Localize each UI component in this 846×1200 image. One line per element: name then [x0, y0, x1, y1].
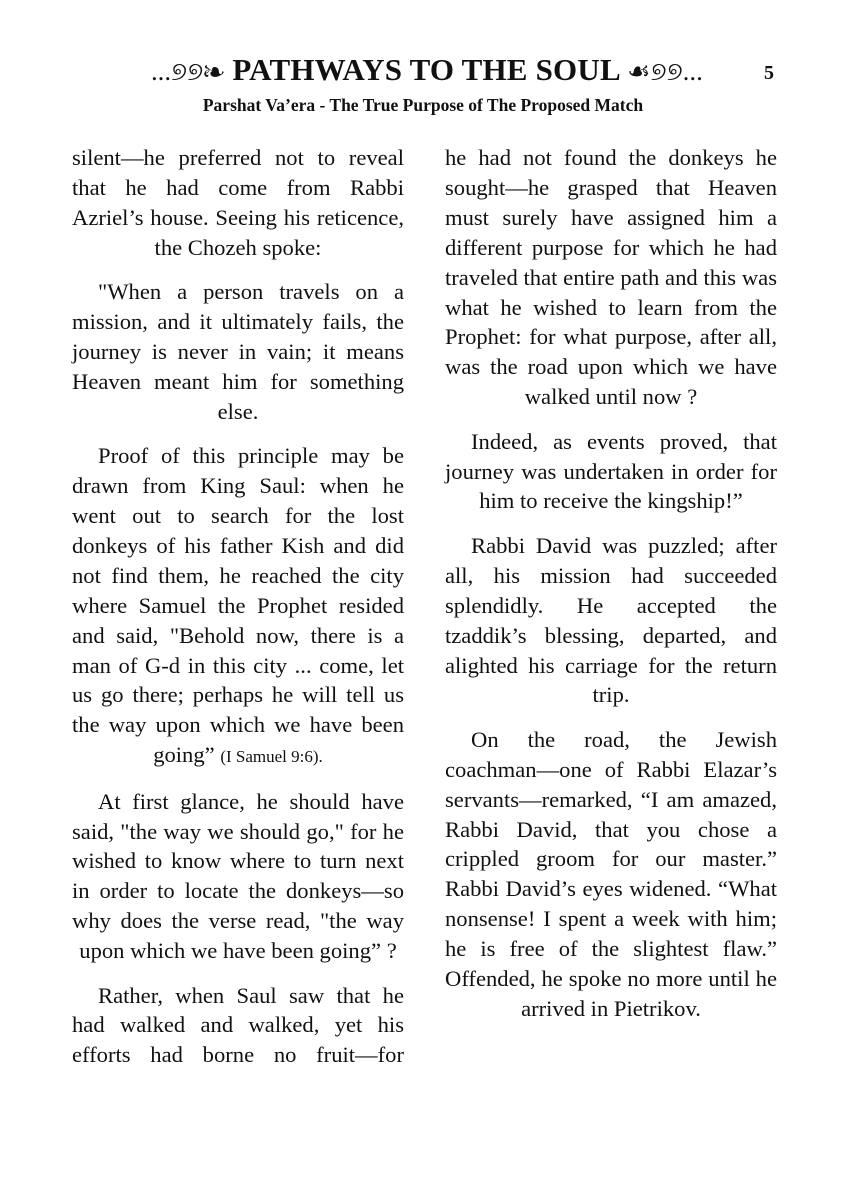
paragraph: Rather, when Saul saw that he had walked and walked, yet his efforts had borne no fruit—for: [72, 982, 404, 1068]
ornament-right-icon: ☙୭୭...: [627, 57, 703, 86]
paragraph: On the road, the Jewish coachman—one of Rabbi Elazar’s servants—remarked, “I am amazed, Rabbi David, that you chose a crippled groom for our master.” Rabbi David’s eyes widened. “What nonsense! I spent a week with him; he is free of the slightest flaw.” Offended, he spoke no more until he arrived in Pietrikov.: [445, 726, 777, 1021]
paragraph-text: Proof of this principle may be drawn from King Saul: when he went out to search for the lost donkeys of his father Kish and did not find them, he reached the city where Samuel the Prophet resided and said, "Behold now, there is a man of G-d in this city ... come, let us go there; perhaps he will tell us the way upon which we have been going”: [72, 443, 404, 768]
right-column: [445, 143, 777, 1038]
left-column: [72, 143, 404, 1085]
paragraph: silent—he preferred not to reveal that he had come from Rabbi Azriel’s house. Seeing his reticence, the Chozeh spoke:: [72, 145, 404, 260]
paragraph: At first glance, he should have said, "the way we should go," for he wished to know where to turn next in order to locate the donkeys—so why does the verse read, "the way upon which we have been going” ?: [72, 788, 404, 964]
ornament-left-icon: ...୭୭❧: [151, 57, 225, 86]
page-number: 5: [764, 62, 774, 84]
paragraph: [72, 441, 404, 772]
paragraph: Indeed, as events proved, that journey was undertaken in order for him to receive the kingship!”: [445, 428, 777, 514]
paragraph: Rabbi David was puzzled; after all, his mission had succeeded splendidly. He accepted the tzaddik’s blessing, departed, and alighted his carriage for the return trip.: [445, 532, 777, 708]
paragraph: he had not found the donkeys he sought—he grasped that Heaven must surely have assigned him a different purpose for which he had traveled that entire path and this was what he wished to learn from the Prophet: for what purpose, after all, was the road upon which we have walked until now ?: [445, 145, 777, 410]
chapter-subtitle: Parshat Va’era - The True Purpose of The Proposed Match: [202, 95, 644, 115]
paragraph: "When a person travels on a mission, and it ultimately fails, the journey is never in vain; it means Heaven meant him for something else.: [72, 279, 404, 424]
running-title: [132, 52, 722, 88]
book-title: PATHWAYS TO THE SOUL: [232, 52, 620, 87]
citation: (I Samuel 9:6).: [220, 747, 323, 767]
